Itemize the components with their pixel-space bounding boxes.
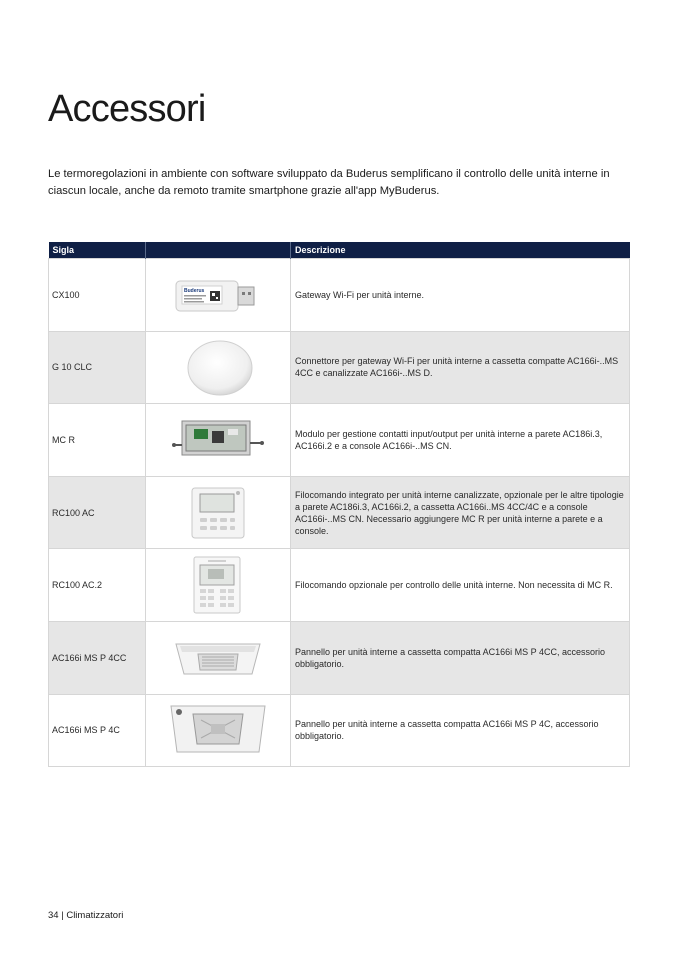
compact-cassette-panel-icon [168,636,268,680]
section-name: Climatizzatori [66,910,124,921]
accessories-table [48,242,630,767]
table-row [49,404,630,477]
row-description: Connettore per gateway Wi-Fi per unità interne a cassetta compatte AC166i-..MS 4CC e canalizzate AC166i-..MS D. [291,331,630,404]
table-row [49,259,630,332]
wifi-usb-gateway-icon [168,273,268,317]
row-image [146,259,291,332]
row-description: Gateway Wi-Fi per unità interne. [291,259,630,332]
row-description: Pannello per unità interne a cassetta compatta AC166i MS P 4C, accessorio obbligatorio. [291,694,630,767]
row-description: Filocomando integrato per unità interne canalizzate, opzionale per le altre tipologie a parete AC186i.3, AC166i.2, a cassetta AC166i..MS 4CC/4C e a console AC166i-..MS CN. Necessario aggiungere MC R per unità interne a parete e a console. [291,476,630,549]
table-row [49,549,630,622]
table-row [49,476,630,549]
page-number: 34 [48,910,59,921]
row-code: RC100 AC.2 [49,549,146,622]
footer-separator: | [61,910,64,921]
device-brand-label: Buderus [184,287,205,294]
table-row [49,331,630,404]
row-image [146,404,291,477]
round-connector-icon [168,336,268,398]
row-description: Modulo per gestione contatti input/output per unità interne a parete AC186i.3, AC166i.2 e a console AC166i-..MS CN. [291,404,630,477]
header-descrizione: Descrizione [291,242,630,259]
row-image [146,694,291,767]
table-header-row [49,242,630,259]
wired-remote-control-2-icon [168,555,268,615]
row-description: Filocomando opzionale per controllo delle unità interne. Non necessita di MC R. [291,549,630,622]
row-code: AC166i MS P 4CC [49,621,146,694]
table-row [49,621,630,694]
row-code: CX100 [49,259,146,332]
cassette-panel-icon [163,700,273,760]
row-code: AC166i MS P 4C [49,694,146,767]
page-title: Accessori [48,88,206,130]
row-code: G 10 CLC [49,331,146,404]
row-code: MC R [49,404,146,477]
row-image [146,476,291,549]
wired-remote-control-icon [168,484,268,542]
intro-paragraph: Le termoregolazioni in ambiente con software sviluppato da Buderus semplificano il controllo delle unità interne in ciascun locale, anche da remoto tramite smartphone grazie all'app MyBuderus. [48,168,610,197]
header-image [146,242,291,259]
row-code: RC100 AC [49,476,146,549]
header-sigla: Sigla [49,242,146,259]
io-module-icon [168,415,268,465]
row-image [146,331,291,404]
row-description: Pannello per unità interne a cassetta compatta AC166i MS P 4CC, accessorio obbligatorio. [291,621,630,694]
table-row [49,694,630,767]
row-image [146,621,291,694]
page-footer [48,910,123,921]
row-image [146,549,291,622]
